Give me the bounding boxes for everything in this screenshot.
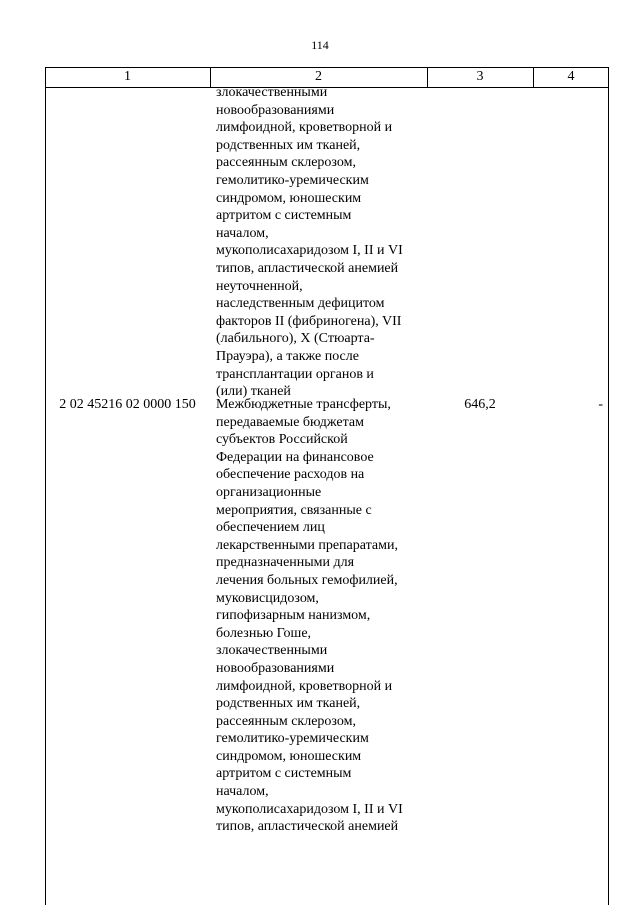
header-col-3: 3 (476, 69, 484, 84)
row-value-col-3: 646,2 (464, 397, 496, 412)
page-number: 114 (311, 38, 329, 52)
header-col-2: 2 (315, 69, 322, 84)
continued-description: злокачественными новообразованиями лимфоидной, кроветворной и родственных им тканей, рассеянным склерозом, гемолитико-уремическим синдромом, юношеским артритом с системным началом, мукополисахаридозом I, II и VI типов, апластической анемией неуточненной, наследственным дефицитом факторов II (фибриногена), VII (лабильного), X (Стюарта- Прауэра), а также после трансплантации органов и (или) тканей (216, 85, 403, 400)
row-value-col-4: - (598, 397, 603, 412)
col-1-left-border (45, 67, 46, 905)
header-col-1: 1 (124, 69, 131, 84)
row-code: 2 02 45216 02 0000 150 (59, 397, 196, 412)
row-description: Межбюджетные трансферты, передаваемые бюджетам субъектов Российской Федерации на финансовое обеспечение расходов на организационные мероприятия, связанные с обеспечением лиц лекарственными препаратами, предназначенными для лечения больных гемофилией, муковисцидозом, гипофизарным нанизмом, болезнью Гоше, злокачественными новообразованиями лимфоидной, кроветворной и родственных им тканей, рассеянным склерозом, гемолитико-уремическим синдромом, юношеским артритом с системным началом, мукополисахаридозом I, II и VI типов, апластической анемией (216, 397, 403, 835)
col-4-right-border (608, 67, 609, 905)
header-col-4: 4 (567, 69, 575, 84)
